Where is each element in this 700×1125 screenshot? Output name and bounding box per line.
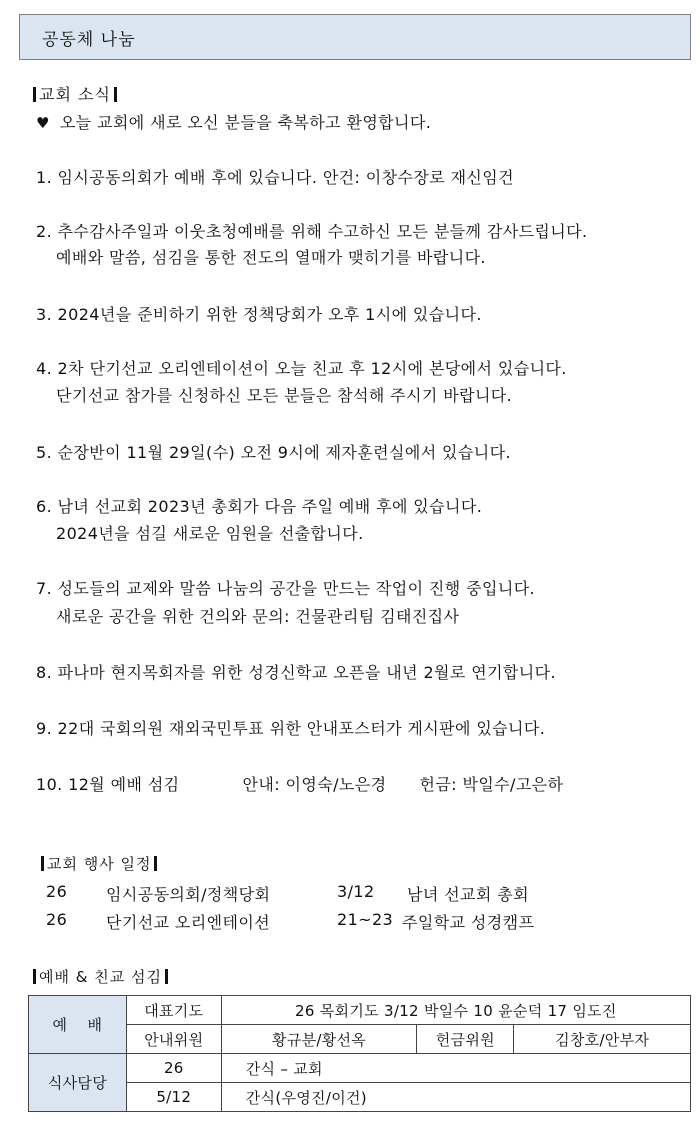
table-row <box>29 1083 691 1112</box>
news-item-1: 1. 임시공동의회가 예배 후에 있습니다. 안건: 이창수장로 재신임건 <box>36 168 515 187</box>
section-bar-left <box>41 856 44 871</box>
event-row-1-date2: 3/12 <box>337 882 375 901</box>
section-bar-right <box>154 856 157 871</box>
news-item-10-guide: 안내: 이영숙/노은경 <box>242 775 387 794</box>
event-row-2-event1: 단기선교 오리엔테이션 <box>106 913 271 932</box>
news-item-6: 6. 남녀 선교회 2023년 총회가 다음 주일 예배 후에 있습니다. <box>36 497 483 516</box>
news-item-4-cont: 단기선교 참가를 신청하신 모든 분들은 참석해 주시기 바랍니다. <box>56 386 513 405</box>
usher-value: 황규분/황선옥 <box>221 1025 417 1054</box>
news-item-7-cont: 새로운 공간을 위한 건의와 문의: 건물관리팀 김태진집사 <box>56 607 460 626</box>
header-bar <box>19 14 691 60</box>
table-row <box>29 1054 691 1083</box>
news-item-6-cont: 2024년을 섬길 새로운 임원을 선출합니다. <box>56 524 364 543</box>
news-item-3: 3. 2024년을 준비하기 위한 정책당회가 오후 1시에 있습니다. <box>36 305 482 324</box>
news-item-2: 2. 추수감사주일과 이웃초청예배를 위해 수고하신 모든 분들께 감사드립니다. <box>36 222 588 241</box>
table-row <box>29 996 691 1025</box>
usher-label: 안내위원 <box>126 1025 221 1054</box>
welcome-line <box>36 110 431 133</box>
event-row-1-date1: 26 <box>46 882 68 901</box>
worship-label: 예 배 <box>29 996 127 1054</box>
meal-date-1: 26 <box>126 1054 221 1083</box>
event-row-1-event1: 임시공동의회/정책당회 <box>106 885 271 904</box>
section-bar-left <box>33 969 36 984</box>
news-item-7: 7. 성도들의 교제와 말씀 나눔의 공간을 만드는 작업이 진행 중입니다. <box>36 579 536 598</box>
news-item-4: 4. 2차 단기선교 오리엔테이션이 오늘 친교 후 12시에 본당에서 있습니다. <box>36 359 567 378</box>
meal-label: 식사담당 <box>29 1054 127 1112</box>
news-item-2-cont: 예배와 말씀, 섬김을 통한 전도의 열매가 맺히기를 바랍니다. <box>56 248 486 267</box>
offering-label: 헌금위원 <box>417 1025 514 1054</box>
news-item-10-offering: 헌금: 박일수/고은하 <box>419 775 564 794</box>
welcome-text: 오늘 교회에 새로 오신 분들을 축복하고 환영합니다. <box>59 113 432 132</box>
table-row <box>29 1025 691 1054</box>
section-bar-right <box>165 969 168 984</box>
event-row-2-date2: 21~23 <box>337 910 394 929</box>
service-section-label: 예배 & 친교 섬김 <box>39 968 162 986</box>
events-section-title <box>38 853 160 874</box>
meal-desc-1: 간식 – 교회 <box>221 1054 690 1083</box>
news-item-10 <box>36 772 563 795</box>
news-item-9: 9. 22대 국회의원 재외국민투표 위한 안내포스터가 게시판에 있습니다. <box>36 719 546 738</box>
prayer-value: 26 목회기도 3/12 박일수 10 윤순덕 17 임도진 <box>221 996 690 1025</box>
section-bar-left <box>33 87 36 102</box>
news-item-10-title: 10. 12월 예배 섬김 <box>36 775 180 794</box>
news-section-title <box>30 82 120 105</box>
service-table <box>28 995 691 1112</box>
news-item-8: 8. 파나마 현지목회자를 위한 성경신학교 오픈을 내년 2월로 연기합니다. <box>36 663 556 682</box>
page-title: 공동체 나눔 <box>42 30 136 50</box>
prayer-label: 대표기도 <box>126 996 221 1025</box>
section-bar-right <box>114 87 117 102</box>
events-section-label: 교회 행사 일정 <box>47 855 152 873</box>
heart-icon: ♥ <box>36 114 50 132</box>
offering-value: 김창호/안부자 <box>514 1025 691 1054</box>
meal-date-2: 5/12 <box>126 1083 221 1112</box>
event-row-1-event2: 남녀 선교회 총회 <box>407 885 529 904</box>
news-section-label: 교회 소식 <box>39 85 111 104</box>
event-row-2-date1: 26 <box>46 910 68 929</box>
meal-desc-2: 간식(우영진/이건) <box>221 1083 690 1112</box>
event-row-2-event2: 주일학교 성경캠프 <box>402 913 535 932</box>
service-section-title <box>30 966 171 987</box>
news-item-5: 5. 순장반이 11월 29일(수) 오전 9시에 제자훈련실에서 있습니다. <box>36 443 511 462</box>
